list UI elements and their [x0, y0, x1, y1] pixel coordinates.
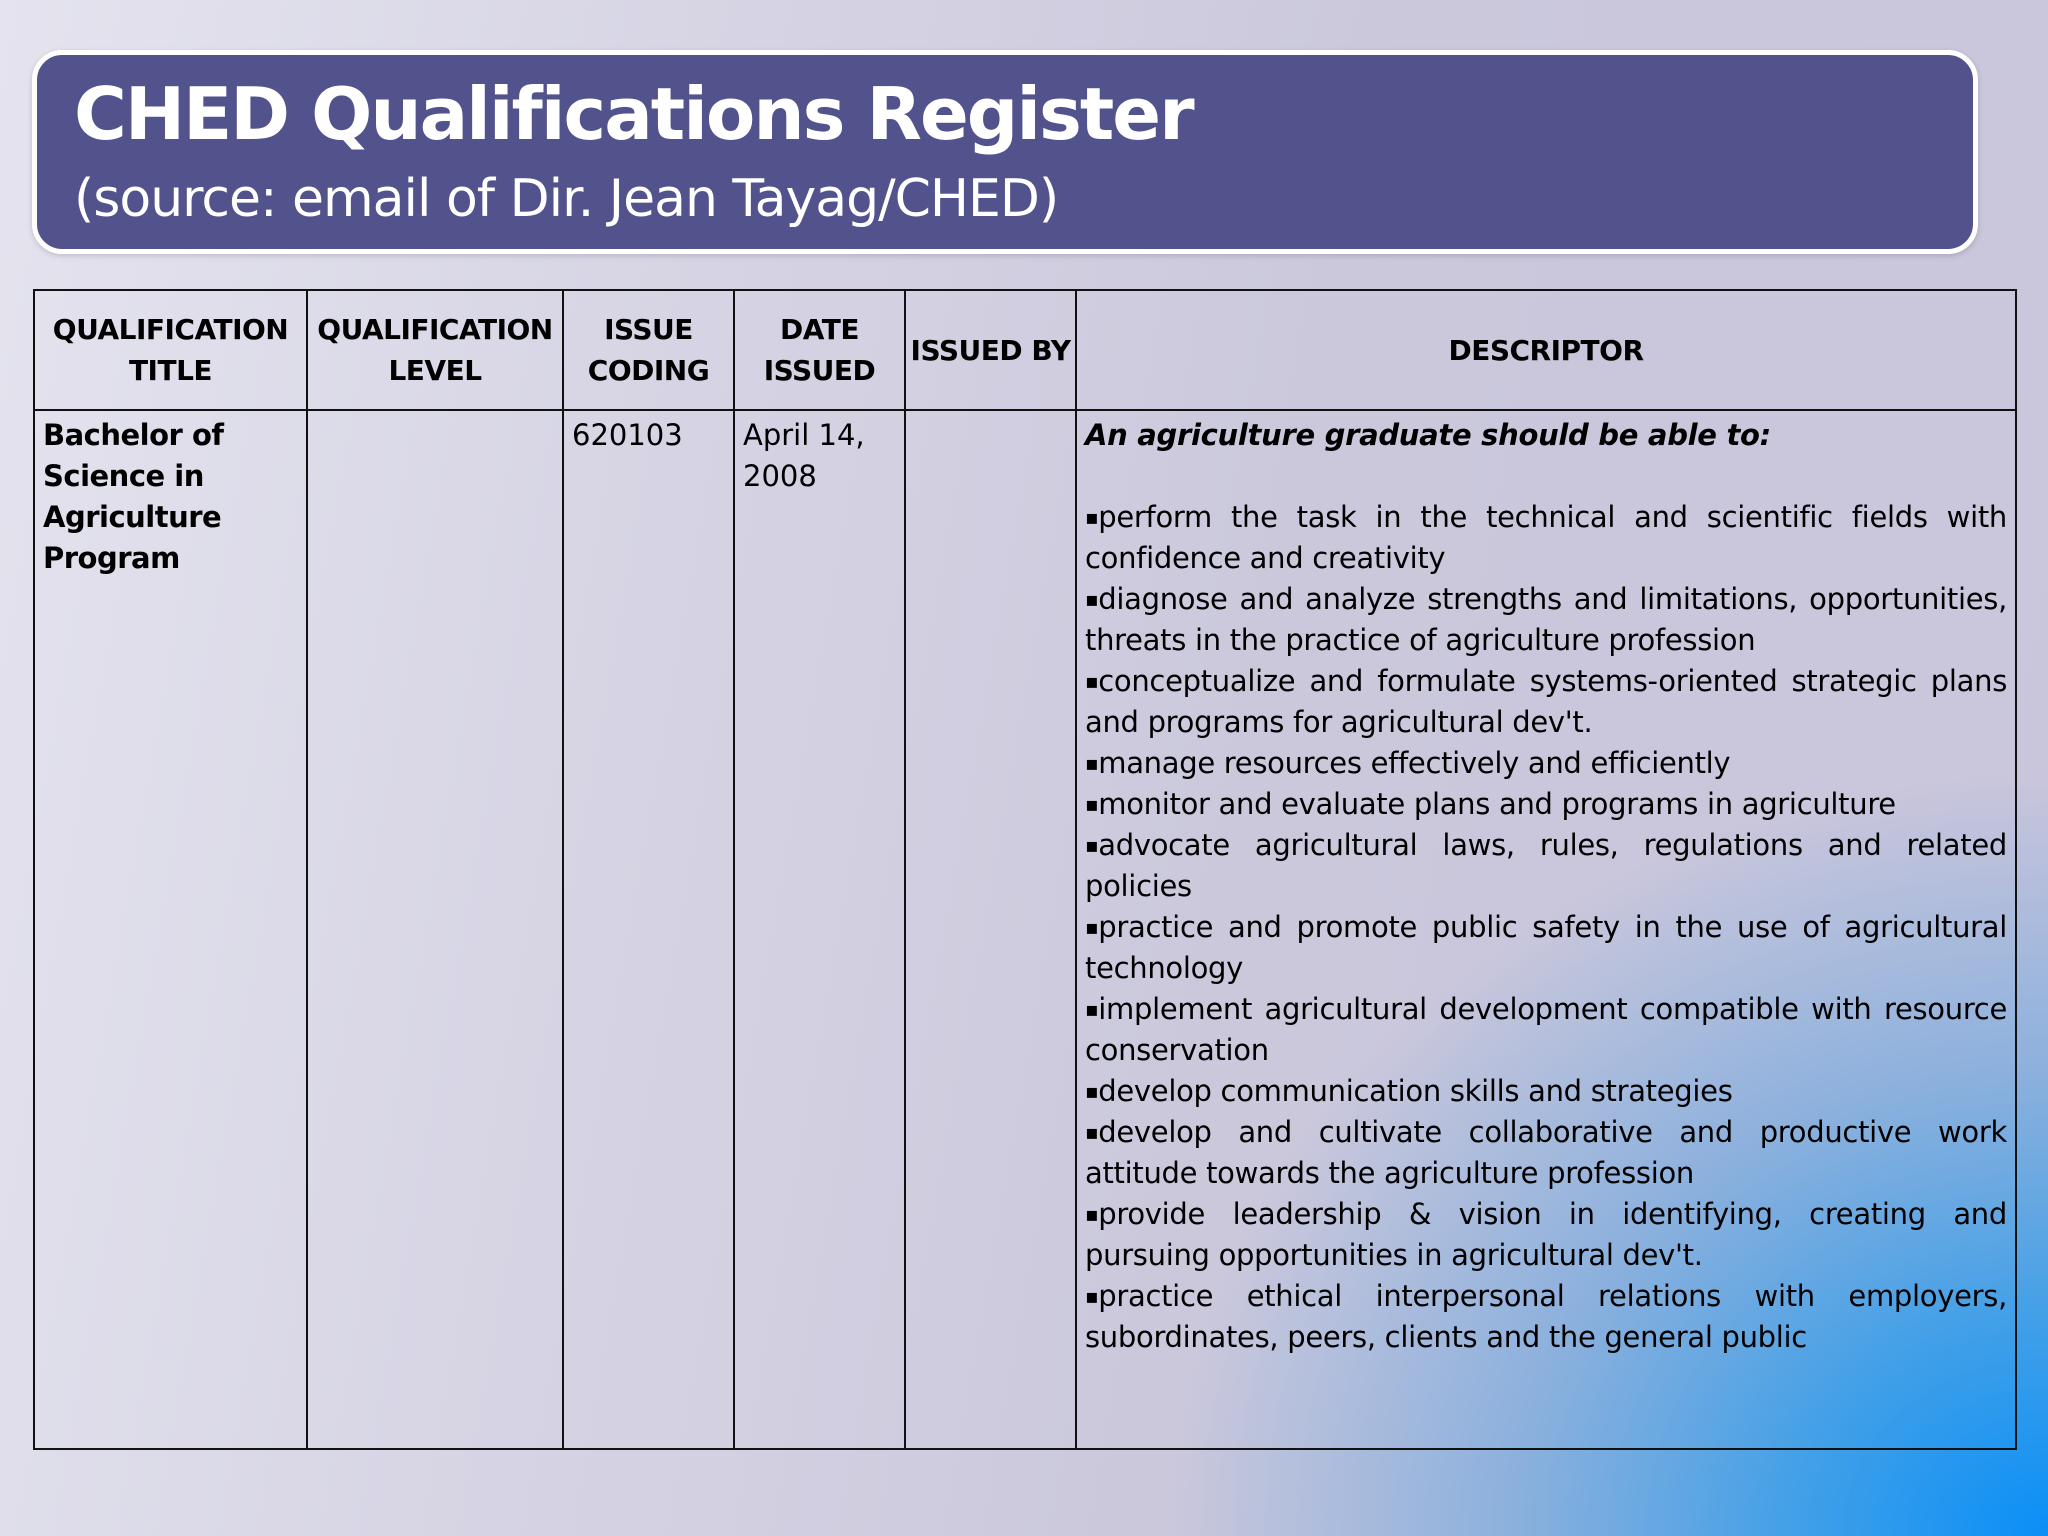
- square-bullet-icon: ▪: [1085, 587, 1099, 611]
- descriptor-item: [1085, 661, 2007, 743]
- square-bullet-icon: ▪: [1085, 792, 1099, 816]
- descriptor-item: [1085, 989, 2007, 1071]
- square-bullet-icon: ▪: [1085, 751, 1099, 775]
- square-bullet-icon: ▪: [1085, 1202, 1099, 1226]
- cell-date-issued: April 14, 2008: [734, 410, 905, 1449]
- descriptor-item-text: practice and promote public safety in the use of agricultural technology: [1085, 910, 2007, 985]
- descriptor-item-text: practice ethical interpersonal relations with employers, subordinates, peers, clients and the general public: [1085, 1279, 2007, 1354]
- table-row: [34, 410, 2016, 1449]
- cell-qualification-title: Bachelor of Science in Agriculture Program: [34, 410, 307, 1449]
- square-bullet-icon: ▪: [1085, 1284, 1099, 1308]
- square-bullet-icon: ▪: [1085, 1079, 1099, 1103]
- square-bullet-icon: ▪: [1085, 669, 1099, 693]
- descriptor-item-text: develop and cultivate collaborative and productive work attitude towards the agriculture profession: [1085, 1115, 2007, 1190]
- descriptor-item-text: perform the task in the technical and scientific fields with confidence and creativity: [1085, 500, 2007, 575]
- square-bullet-icon: ▪: [1085, 915, 1099, 939]
- descriptor-item: [1085, 1194, 2007, 1276]
- descriptor-item: [1085, 1276, 2007, 1358]
- column-header-qualification-title: QUALIFICATION TITLE: [34, 290, 307, 410]
- qualifications-table: [33, 289, 2017, 1450]
- column-header-issue-coding: ISSUE CODING: [563, 290, 734, 410]
- square-bullet-icon: ▪: [1085, 505, 1099, 529]
- descriptor-item-text: implement agricultural development compatible with resource conservation: [1085, 992, 2007, 1067]
- descriptor-list: [1085, 497, 2007, 1358]
- descriptor-item-text: manage resources effectively and efficiently: [1098, 746, 1731, 780]
- table-header-row: [34, 290, 2016, 410]
- descriptor-item-text: conceptualize and formulate systems-oriented strategic plans and programs for agricultural dev't.: [1085, 664, 2007, 739]
- cell-descriptor: [1076, 410, 2016, 1449]
- square-bullet-icon: ▪: [1085, 997, 1099, 1021]
- cell-issued-by: [905, 410, 1076, 1449]
- descriptor-item: [1085, 825, 2007, 907]
- cell-issue-coding: 620103: [563, 410, 734, 1449]
- descriptor-item: [1085, 579, 2007, 661]
- descriptor-item: [1085, 497, 2007, 579]
- slide-subtitle: (source: email of Dir. Jean Tayag/CHED): [74, 169, 1059, 229]
- square-bullet-icon: ▪: [1085, 833, 1099, 857]
- descriptor-item: [1085, 907, 2007, 989]
- descriptor-item-text: develop communication skills and strategies: [1098, 1074, 1733, 1108]
- descriptor-item-text: monitor and evaluate plans and programs in agriculture: [1098, 787, 1896, 821]
- column-header-issued-by: ISSUED BY: [905, 290, 1076, 410]
- square-bullet-icon: ▪: [1085, 1120, 1099, 1144]
- descriptor-item: [1085, 1071, 2007, 1112]
- descriptor-item: [1085, 1112, 2007, 1194]
- descriptor-item: [1085, 784, 2007, 825]
- descriptor-item: [1085, 743, 2007, 784]
- column-header-date-issued: DATE ISSUED: [734, 290, 905, 410]
- descriptor-item-text: diagnose and analyze strengths and limitations, opportunities, threats in the practice of agriculture profession: [1085, 582, 2007, 657]
- slide-title: CHED Qualifications Register: [74, 72, 1193, 156]
- cell-qualification-level: [307, 410, 563, 1449]
- column-header-descriptor: DESCRIPTOR: [1076, 290, 2016, 410]
- descriptor-item-text: provide leadership & vision in identifying, creating and pursuing opportunities in agricultural dev't.: [1085, 1197, 2007, 1272]
- column-header-qualification-level: QUALIFICATION LEVEL: [307, 290, 563, 410]
- descriptor-item-text: advocate agricultural laws, rules, regulations and related policies: [1085, 828, 2007, 903]
- descriptor-intro: An agriculture graduate should be able to:: [1085, 418, 1771, 452]
- title-banner: [32, 50, 1978, 254]
